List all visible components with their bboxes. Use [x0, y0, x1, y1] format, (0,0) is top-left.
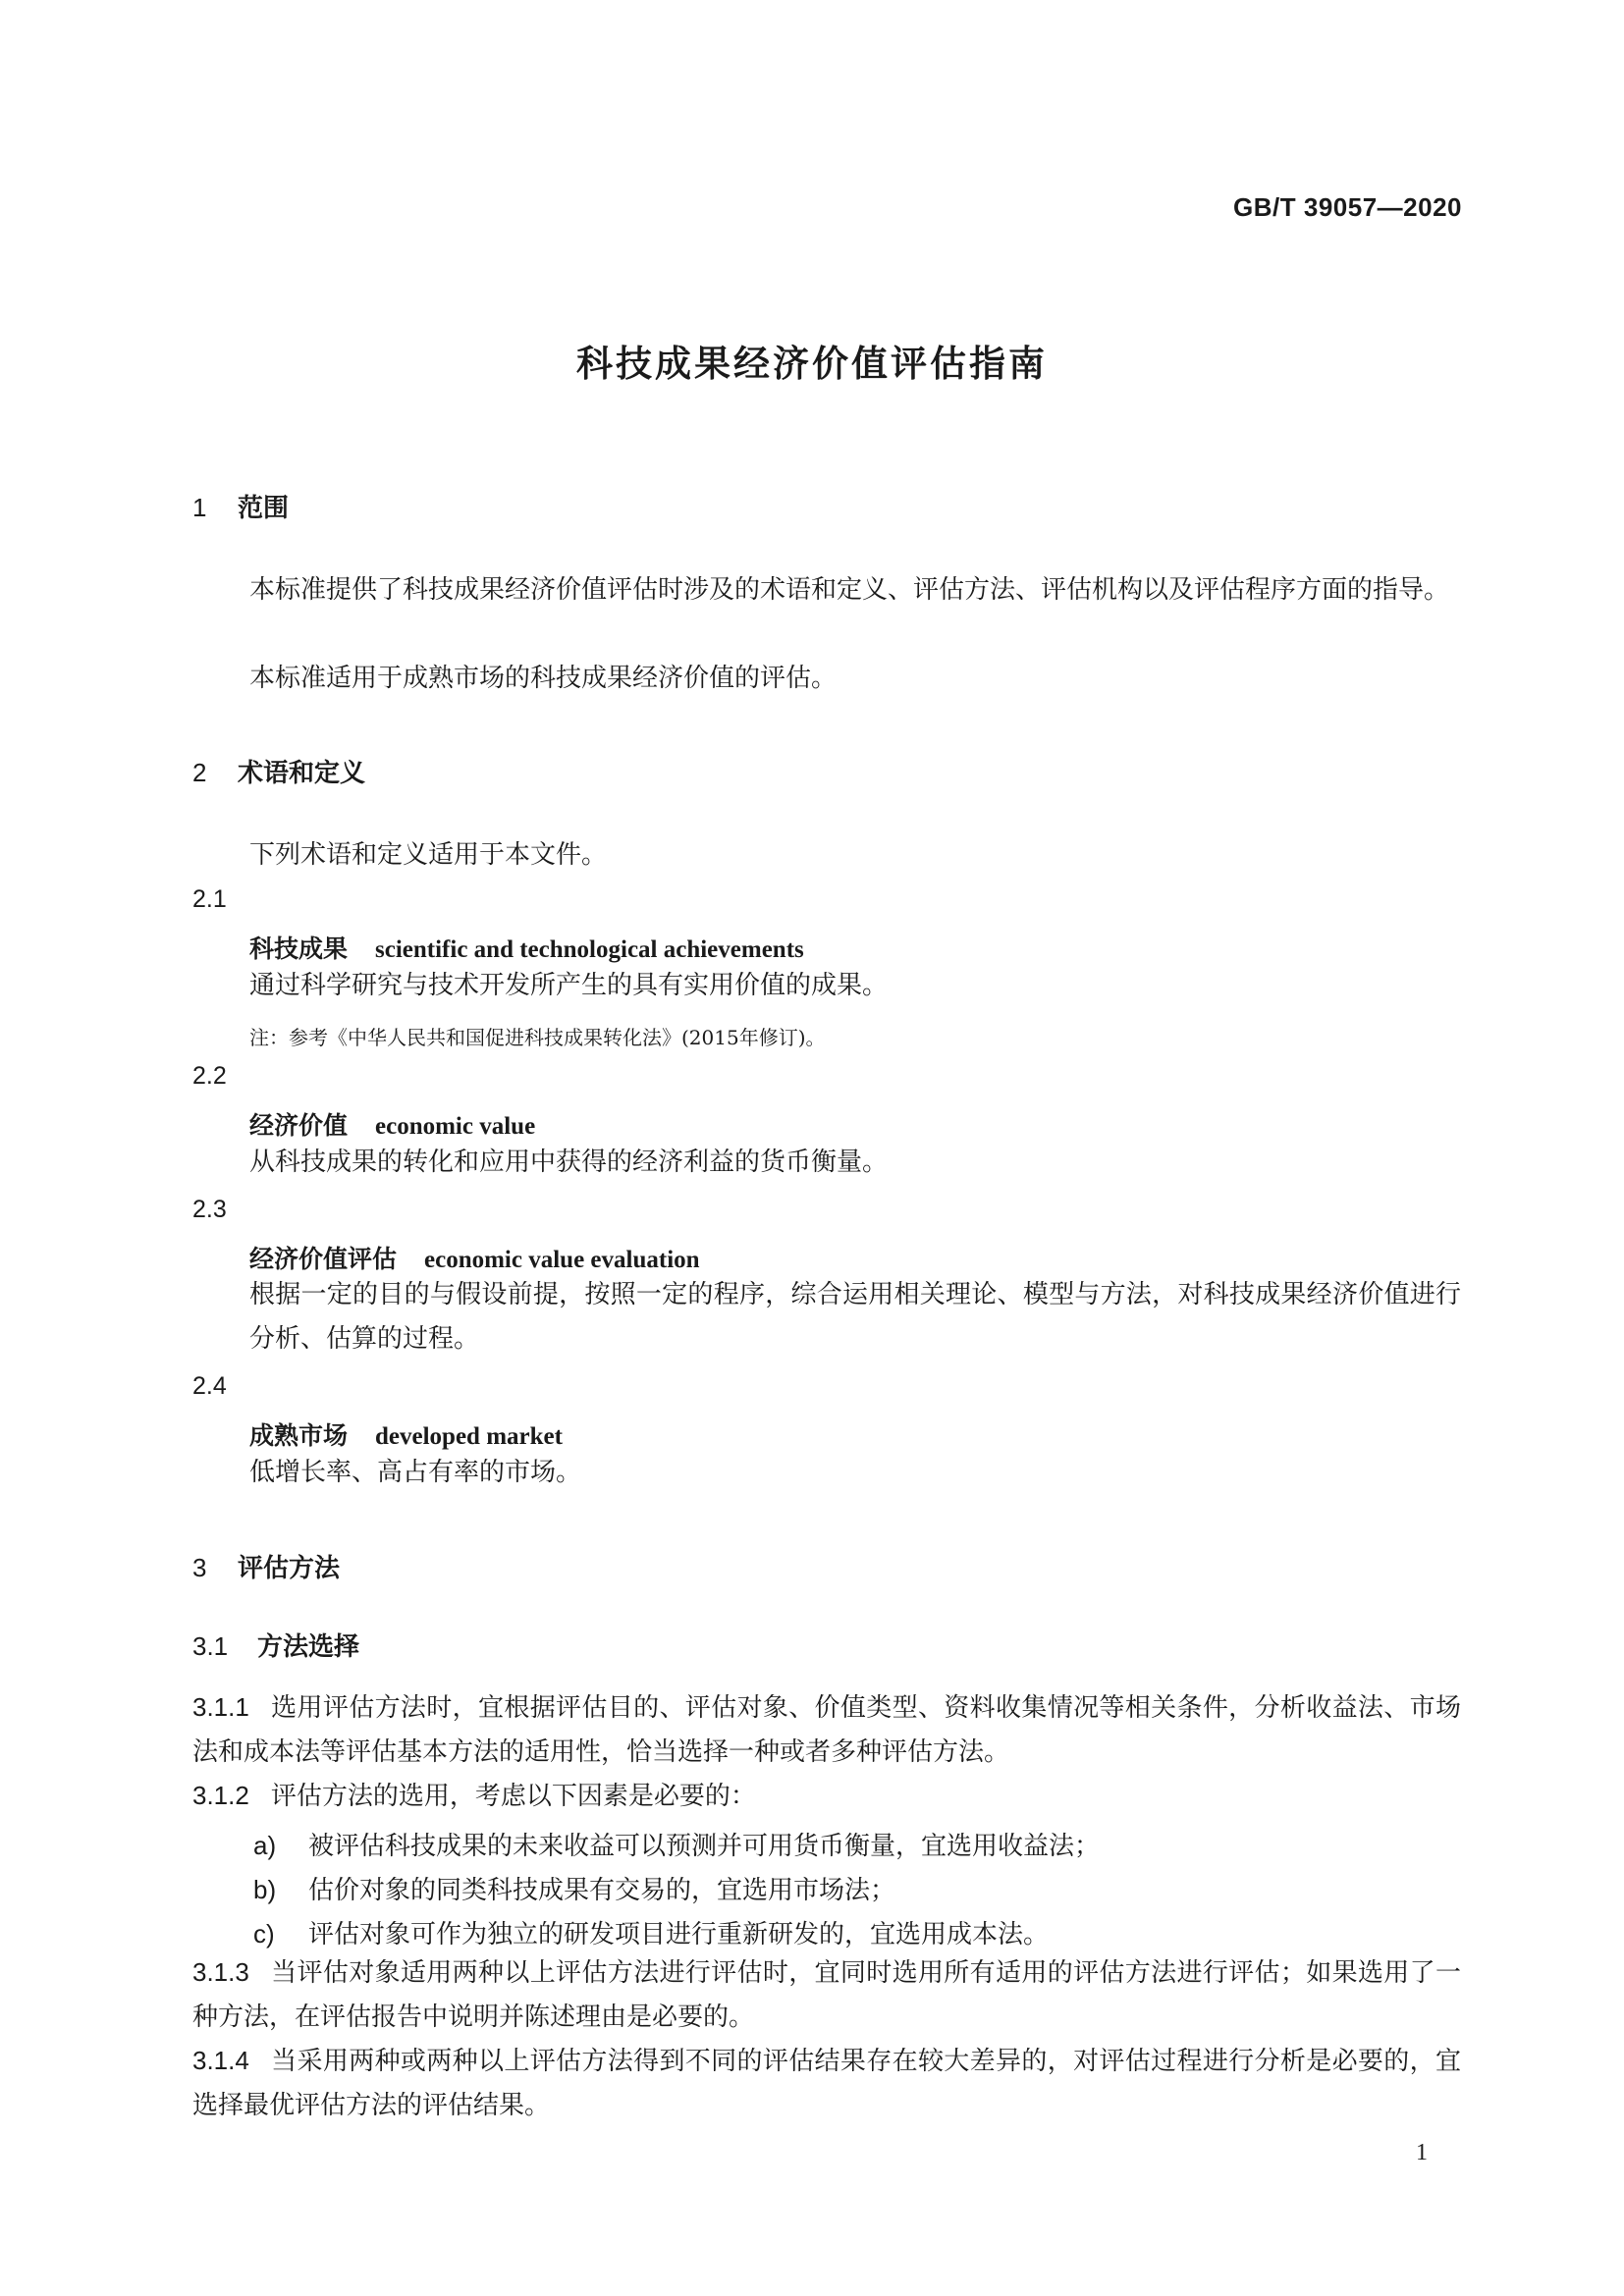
list-marker: b)	[253, 1875, 277, 1904]
clause-number: 3.1.2	[192, 1781, 249, 1810]
term-entry	[249, 1416, 563, 1452]
section-1-paragraph-2: 本标准适用于成熟市场的科技成果经济价值的评估。	[249, 664, 838, 693]
page-number: 1	[1416, 2140, 1428, 2165]
clause-3-1-1	[192, 1685, 1461, 1775]
term-number: 2.1	[192, 885, 227, 913]
term-english: economic value evaluation	[424, 1247, 700, 1273]
term-number: 2.2	[192, 1062, 227, 1090]
term-chinese: 科技成果	[249, 934, 349, 963]
term-english: developed market	[375, 1423, 563, 1450]
section-1-title: 范围	[238, 494, 290, 523]
clause-number: 3.1.3	[192, 1957, 249, 1987]
list-item	[253, 1826, 1100, 1862]
term-chinese: 经济价值	[249, 1111, 349, 1140]
list-marker: a)	[253, 1831, 277, 1860]
section-2-heading	[192, 753, 365, 789]
subsection-3-1-number: 3.1	[192, 1631, 229, 1661]
list-marker: c)	[253, 1919, 275, 1949]
term-entry	[249, 930, 804, 965]
section-2-number: 2	[192, 758, 207, 787]
clause-text: 当评估对象适用两种以上评估方法进行评估时，宜同时选用所有适用的评估方法进行评估；如果选用了一种方法，在评估报告中说明并陈述理由是必要的。	[192, 1958, 1461, 2032]
list-text: 被评估科技成果的未来收益可以预测并可用货币衡量，宜选用收益法；	[308, 1832, 1101, 1861]
term-entry	[249, 1106, 535, 1142]
list-text: 估价对象的同类科技成果有交易的，宜选用市场法；	[308, 1876, 896, 1905]
section-3-heading	[192, 1548, 340, 1584]
subsection-3-1-title: 方法选择	[257, 1632, 360, 1662]
term-english: economic value	[375, 1113, 536, 1140]
clause-3-1-3	[192, 1950, 1461, 2040]
section-2-title: 术语和定义	[238, 759, 366, 788]
term-chinese: 经济价值评估	[249, 1245, 398, 1273]
clause-text: 当采用两种或两种以上评估方法得到不同的评估结果存在较大差异的，对评估过程进行分析是必要的，宜选择最优评估方法的评估结果。	[192, 2047, 1461, 2120]
term-definition: 通过科学研究与技术开发所产生的具有实用价值的成果。	[249, 971, 889, 1000]
document-title: 科技成果经济价值评估指南	[576, 343, 1048, 385]
list-item	[253, 1914, 1049, 1950]
list-item	[253, 1870, 895, 1906]
section-3-number: 3	[192, 1553, 207, 1582]
clause-3-1-2	[192, 1774, 1461, 1819]
term-chinese: 成熟市场	[249, 1421, 349, 1450]
term-definition: 从科技成果的转化和应用中获得的经济利益的货币衡量。	[249, 1148, 889, 1177]
section-1-paragraph-1: 本标准提供了科技成果经济价值评估时涉及的术语和定义、评估方法、评估机构以及评估程序方面的指导。	[249, 575, 1450, 605]
clause-3-1-4	[192, 2039, 1461, 2128]
term-definition: 根据一定的目的与假设前提，按照一定的程序，综合运用相关理论、模型与方法，对科技成果经济价值进行分析、估算的过程。	[249, 1280, 1461, 1354]
subsection-3-1-heading	[192, 1627, 359, 1663]
clause-text: 选用评估方法时，宜根据评估目的、评估对象、价值类型、资料收集情况等相关条件，分析收益法、市场法和成本法等评估基本方法的适用性，恰当选择一种或者多种评估方法。	[192, 1693, 1461, 1767]
section-1-number: 1	[192, 493, 207, 522]
section-1-heading	[192, 488, 289, 524]
clause-text: 评估方法的选用，考虑以下因素是必要的：	[270, 1782, 756, 1811]
term-number: 2.4	[192, 1372, 227, 1400]
section-2-intro: 下列术语和定义适用于本文件。	[249, 840, 608, 870]
section-3-title: 评估方法	[238, 1554, 341, 1583]
standard-code: GB/T 39057—2020	[1233, 192, 1462, 222]
list-text: 评估对象可作为独立的研发项目进行重新研发的，宜选用成本法。	[308, 1920, 1050, 1949]
term-english: scientific and technological achievements	[375, 936, 804, 963]
clause-number: 3.1.1	[192, 1692, 249, 1722]
term-number: 2.3	[192, 1196, 227, 1223]
term-entry	[249, 1240, 700, 1275]
term-definition: 低增长率、高占有率的市场。	[249, 1458, 582, 1487]
term-note: 注：参考《中华人民共和国促进科技成果转化法》(2015年修订)。	[249, 1026, 826, 1049]
clause-number: 3.1.4	[192, 2046, 249, 2075]
